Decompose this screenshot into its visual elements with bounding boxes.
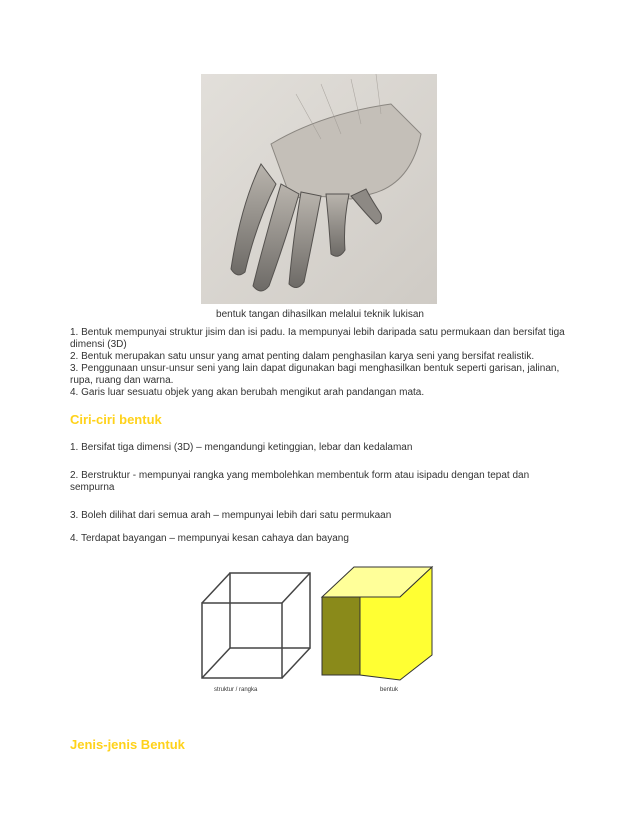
wireframe-cube [202,573,310,678]
cube-illustration [200,555,465,700]
paragraph-4: 4. Garis luar sesuatu objek yang akan berubah mengikut arah pandangan mata. [70,387,425,398]
hand-sketch-graphic [201,74,437,304]
ciri-heading: Ciri-ciri bentuk [70,412,162,427]
ciri-item-4: 4. Terdapat bayangan – mempunyai kesan cahaya dan bayang [70,533,349,544]
paragraph-1: 1. Bentuk mempunyai struktur jisim dan isi padu. Ia mempunyai lebih daripada satu permukaan dan bersifat tiga dimensi (3D) [70,327,565,350]
hand-drawing-image [201,74,437,304]
solid-cube [322,567,432,680]
paragraph-2: 2. Bentuk merupakan satu unsur yang amat penting dalam penghasilan karya seni yang bersifat realistik. [70,351,535,362]
jenis-heading: Jenis-jenis Bentuk [70,737,185,752]
cube-graphic [200,555,465,700]
cube-label-form: bentuk [380,687,399,693]
bentuk-description [70,327,570,399]
ciri-item-3: 3. Boleh dilihat dari semua arah – mempunyai lebih dari satu permukaan [70,510,392,521]
paragraph-3: 3. Penggunaan unsur-unsur seni yang lain dapat digunakan bagi menghasilkan bentuk seperti garisan, jalinan, rupa, ruang dan warna. [70,363,560,386]
ciri-item-2: 2. Berstruktur - mempunyai rangka yang membolehkan membentuk form atau isipadu dengan tepat dan sempurna [70,470,530,493]
ciri-item-1: 1. Bersifat tiga dimensi (3D) – mengandungi ketinggian, lebar dan kedalaman [70,442,413,453]
cube-label-structure: struktur / rangka [214,687,258,693]
image-caption: bentuk tangan dihasilkan melalui teknik lukisan [216,309,424,320]
